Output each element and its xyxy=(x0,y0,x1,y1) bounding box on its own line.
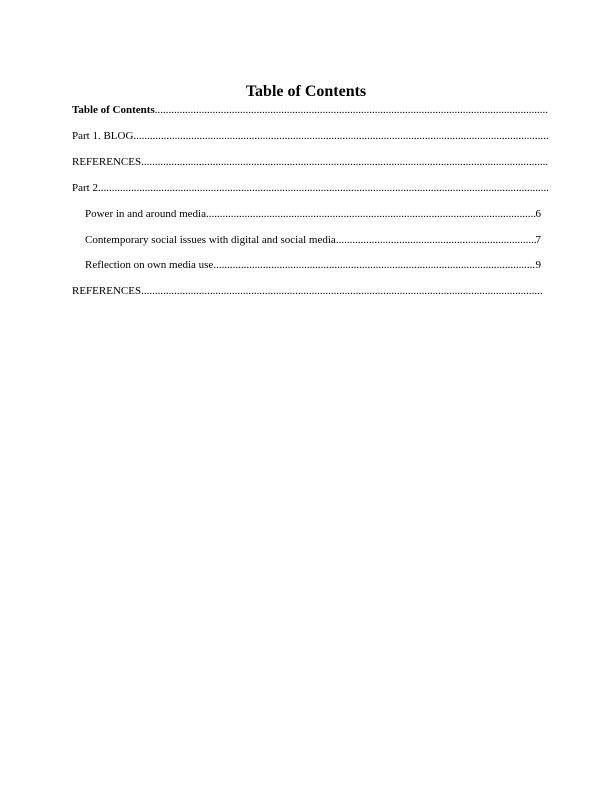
toc-page-number: 7 xyxy=(535,234,541,246)
toc-entry-references-1[interactable] xyxy=(72,155,548,169)
toc-entry-label: REFERENCES xyxy=(72,156,142,168)
toc-leader-dots xyxy=(98,181,548,195)
toc-entry-label: Table of Contents xyxy=(72,104,155,116)
toc-leader-dots xyxy=(336,233,536,247)
toc-entry-references-2[interactable] xyxy=(72,284,542,298)
toc-leader-dots xyxy=(206,207,536,221)
toc-leader-dots xyxy=(133,129,548,143)
toc-entry-reflection[interactable] xyxy=(85,258,541,272)
toc-entry-label: Power in and around media xyxy=(85,208,206,220)
toc-heading: Table of Contents xyxy=(245,83,367,100)
toc-entry-power-in-media[interactable] xyxy=(85,207,541,221)
toc-entry-part1-blog[interactable] xyxy=(72,129,548,143)
toc-leader-dots xyxy=(155,103,548,117)
toc-entry-label: Part 2 xyxy=(72,182,98,194)
toc-leader-dots xyxy=(141,155,548,169)
toc-leader-dots xyxy=(213,258,535,272)
toc-page-number: 6 xyxy=(535,208,541,220)
toc-entry-contemporary-issues[interactable] xyxy=(85,233,541,247)
toc-entry-label: Part 1. BLOG xyxy=(72,130,134,142)
toc-entry-label: Contemporary social issues with digital and social media xyxy=(85,234,336,246)
toc-leader-dots xyxy=(141,284,542,298)
toc-entry-table-of-contents[interactable] xyxy=(72,103,548,117)
toc-entry-label: Reflection on own media use xyxy=(85,259,214,271)
toc-entry-label: REFERENCES xyxy=(72,285,142,297)
toc-entry-part2[interactable] xyxy=(72,181,548,195)
toc-page-number: 9 xyxy=(535,259,541,271)
